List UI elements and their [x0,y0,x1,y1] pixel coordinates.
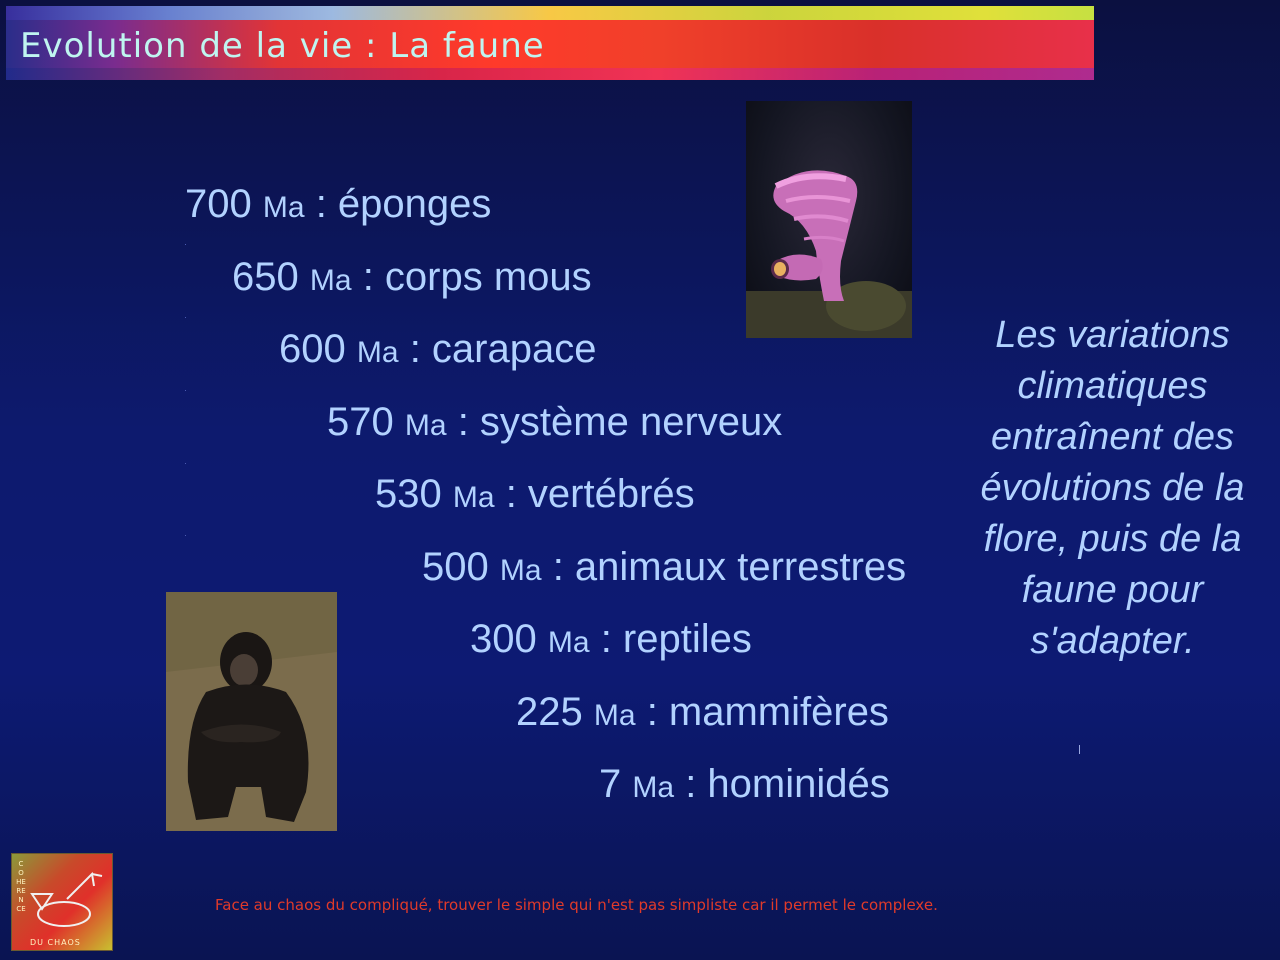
sponge-illustration [746,101,912,338]
timeline-value: 500 [422,545,489,589]
timeline-unit: Ma [499,554,542,587]
sponge-photo [746,101,912,338]
logo-side-text: COHERENCE [16,860,26,913]
timeline-value: 570 [327,400,394,444]
timeline-unit: Ma [452,481,495,514]
logo-emblem [12,854,112,950]
timeline-label: : corps mous [362,255,592,299]
timeline-item-hominids [599,762,890,807]
timeline-unit: Ma [547,626,590,659]
timeline-label: : carapace [409,327,597,371]
timeline-unit: Ma [309,264,352,297]
footer-quote: Face au chaos du compliqué, trouver le simple qui n'est pas simpliste car il permet le complexe. [215,896,938,914]
timeline-unit: Ma [404,409,447,442]
timeline-value: 7 [599,762,622,806]
timeline-value: 650 [232,255,299,299]
timeline-item-mammals [516,690,889,735]
timeline-item-reptiles [470,617,752,662]
dot-marker [185,317,186,318]
timeline-unit: Ma [632,771,675,804]
timeline-unit: Ma [356,336,399,369]
dot-marker [185,463,186,464]
timeline-item-vertebrates [375,472,695,517]
dot-marker [185,244,186,245]
dot-marker [185,390,186,391]
coherence-du-chaos-logo [11,853,113,951]
timeline-unit: Ma [593,699,636,732]
timeline-item-sponges [185,182,491,227]
logo-bottom-text: DU CHAOS [30,938,81,947]
timeline-value: 225 [516,690,583,734]
slide-title: Evolution de la vie : La faune [20,26,545,66]
timeline-item-shell [279,327,596,372]
timeline-value: 530 [375,472,442,516]
timeline-label: : vertébrés [505,472,695,516]
timeline-label: : système nerveux [457,400,783,444]
timeline-value: 300 [470,617,537,661]
title-banner [6,6,1094,80]
timeline-label: : mammifères [646,690,889,734]
timeline-item-nervous-system [327,400,782,445]
timeline-value: 700 [185,182,252,226]
timeline-value: 600 [279,327,346,371]
chimpanzee-illustration [166,592,337,831]
timeline-label: : hominidés [685,762,890,806]
dot-marker [185,535,186,536]
chimpanzee-photo [166,592,337,831]
timeline-item-soft-bodies [232,255,592,300]
climate-note: Les variations climatiques entraînent des évolutions de la flore, puis de la faune pour s'adapter. [980,314,1245,662]
timeline-item-land-animals [422,545,906,590]
timeline-label: : animaux terrestres [552,545,907,589]
timeline-unit: Ma [262,191,305,224]
text-cursor-mark [1079,745,1080,754]
timeline-label: : éponges [315,182,492,226]
timeline-label: : reptiles [600,617,752,661]
